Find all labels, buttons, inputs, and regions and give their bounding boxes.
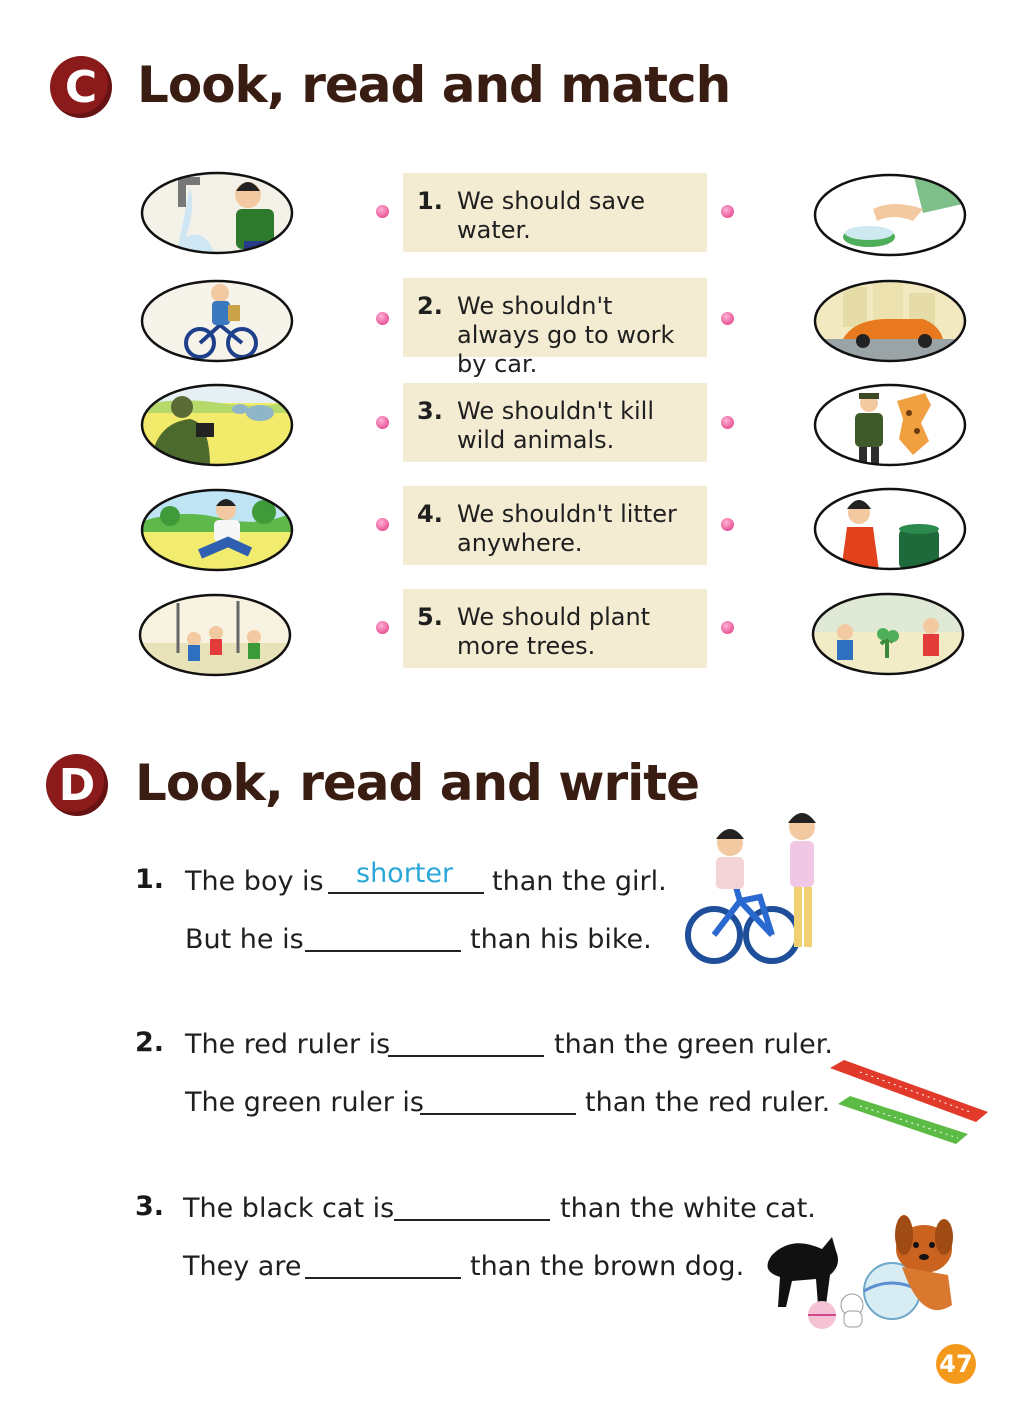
question-1-line-1-start: The boy is <box>185 866 324 897</box>
sentence-number: 5. <box>417 603 443 631</box>
question-1-line-2-start: But he is <box>185 924 304 955</box>
sentence-text: We should save water. <box>457 187 646 244</box>
right-match-dot-1[interactable] <box>721 205 734 218</box>
sentence-text: We shouldn't always go to work by car. <box>457 292 675 378</box>
sentence-number: 1. <box>417 187 443 215</box>
question-1-blank-1[interactable] <box>328 892 484 894</box>
sentence-box-4 <box>403 486 707 565</box>
question-2-line-2-end: than the red ruler. <box>585 1087 831 1118</box>
boy-sitting-in-park-picture[interactable] <box>140 488 294 572</box>
section-c-title: Look, read and match <box>137 56 731 114</box>
question-1-line-2-end: than his bike. <box>470 924 652 955</box>
cats-and-dog-illustration <box>752 1195 962 1335</box>
red-and-green-rulers-illustration <box>830 1060 988 1150</box>
section-d-title: Look, read and write <box>135 754 700 812</box>
right-match-dot-4[interactable] <box>721 518 734 531</box>
question-2-line-1-end: than the green ruler. <box>554 1029 833 1060</box>
question-2-line-2-start: The green ruler is <box>185 1087 424 1118</box>
sentence-box-2 <box>403 278 707 378</box>
boy-cycling-picture[interactable] <box>140 279 294 363</box>
question-1-answer-1: shorter <box>356 858 454 889</box>
question-3-line-2-end: than the brown dog. <box>470 1251 745 1282</box>
left-match-dot-4[interactable] <box>376 518 389 531</box>
question-2-blank-1[interactable] <box>388 1055 544 1057</box>
hands-washing-in-bowl-picture[interactable] <box>813 173 967 257</box>
sentence-text: We shouldn't litter anywhere. <box>457 500 677 557</box>
left-match-dot-3[interactable] <box>376 416 389 429</box>
section-d-letter: D <box>58 759 96 811</box>
sentence-box-5 <box>403 589 707 668</box>
kids-watering-plants-picture[interactable] <box>811 592 965 676</box>
question-1-blank-2[interactable] <box>305 950 461 952</box>
section-c-badge <box>50 56 112 118</box>
sentence-box-3 <box>403 383 707 462</box>
page-number: 47 <box>939 1350 973 1378</box>
sentence-number: 3. <box>417 397 443 425</box>
sentence-box-1 <box>403 173 707 252</box>
question-3-line-1-end: than the white cat. <box>560 1193 816 1224</box>
question-3-line-2-start: They are <box>183 1251 302 1282</box>
question-2-line-1-start: The red ruler is <box>185 1029 391 1060</box>
question-3-blank-1[interactable] <box>394 1219 550 1221</box>
question-1-line-1-end: than the girl. <box>492 866 667 897</box>
sentence-text: We shouldn't kill wild animals. <box>457 397 654 454</box>
children-planting-trees-picture[interactable] <box>138 593 292 677</box>
question-number: 2. <box>135 1027 165 1058</box>
sentence-text: We should plant more trees. <box>457 603 651 660</box>
left-match-dot-1[interactable] <box>376 205 389 218</box>
hunter-with-camera-picture[interactable] <box>140 383 294 467</box>
sentence-number: 2. <box>417 292 443 320</box>
car-in-city-picture[interactable] <box>813 279 967 363</box>
question-number: 3. <box>135 1191 165 1222</box>
right-match-dot-3[interactable] <box>721 416 734 429</box>
page-number-badge <box>936 1344 976 1384</box>
question-2-blank-2[interactable] <box>420 1113 576 1115</box>
right-match-dot-5[interactable] <box>721 621 734 634</box>
section-d-badge <box>46 754 108 816</box>
left-match-dot-5[interactable] <box>376 621 389 634</box>
boy-girl-bike-illustration <box>672 805 842 970</box>
question-number: 1. <box>135 864 165 895</box>
girl-at-trash-bin-picture[interactable] <box>813 487 967 571</box>
poacher-with-animal-skin-picture[interactable] <box>813 383 967 467</box>
question-3-blank-2[interactable] <box>305 1277 461 1279</box>
sentence-number: 4. <box>417 500 443 528</box>
boy-wasting-water-picture[interactable] <box>140 171 294 255</box>
right-match-dot-2[interactable] <box>721 312 734 325</box>
section-c-letter: C <box>64 61 98 113</box>
question-3-line-1-start: The black cat is <box>183 1193 395 1224</box>
left-match-dot-2[interactable] <box>376 312 389 325</box>
